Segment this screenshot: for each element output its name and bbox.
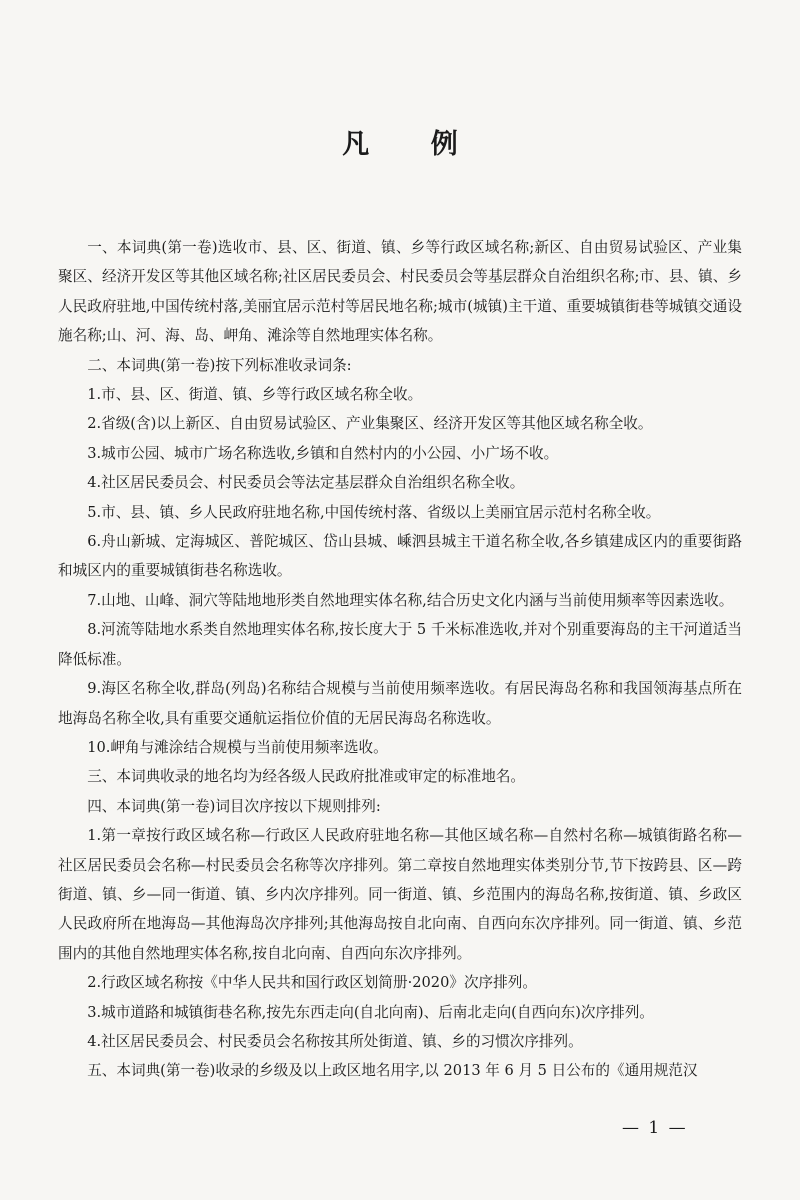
paragraph: 四、本词典(第一卷)词目次序按以下规则排列: (87, 797, 381, 815)
paragraph: 一、本词典(第一卷)选收市、县、区、街道、镇、乡等行政区域名称;新区、自由贸易试验区、产业集聚区、经济开发区等其他区域名称;社区居民委员会、村民委员会等基层群众自治组织名称;市、县、镇、乡人民政府驻地,中国传统村落,美丽宜居示范村等居民地名称;城市(城镇)主干道、重要城镇街巷等城镇交通设施名称;山、河、海、岛、岬角、滩涂等自然地理实体名称。 (58, 239, 742, 345)
paragraph: 二、本词典(第一卷)按下列标准收录词条: (87, 356, 352, 374)
paragraph: 6.舟山新城、定海城区、普陀城区、岱山县城、嵊泗县城主干道名称全收,各乡镇建成区内的重要街路和城区内的重要城镇街巷名称选收。 (58, 533, 742, 580)
paragraph: 10.岬角与滩涂结合规模与当前使用频率选收。 (87, 738, 388, 756)
document-body (58, 233, 742, 1086)
paragraph: 8.河流等陆地水系类自然地理实体名称,按长度大于 5 千米标准选收,并对个别重要海岛的主干河道适当降低标准。 (58, 621, 742, 668)
paragraph: 5.市、县、镇、乡人民政府驻地名称,中国传统村落、省级以上美丽宜居示范村名称全收。 (87, 503, 661, 521)
paragraph: 五、本词典(第一卷)收录的乡级及以上政区地名用字,以 2013 年 6 月 5 日公布的《通用规范汉 (87, 1062, 698, 1080)
paragraph: 2.行政区域名称按《中华人民共和国行政区划简册·2020》次序排列。 (87, 974, 537, 992)
paragraph: 4.社区居民委员会、村民委员会等法定基层群众自治组织名称全收。 (87, 474, 525, 492)
paragraph: 7.山地、山峰、洞穴等陆地地形类自然地理实体名称,结合历史文化内涵与当前使用频率等因素选收。 (87, 591, 734, 609)
paragraph: 1.市、县、区、街道、镇、乡等行政区域名称全收。 (87, 386, 423, 404)
paragraph: 1.第一章按行政区域名称—行政区人民政府驻地名称—其他区域名称—自然村名称—城镇街路名称—社区居民委员会名称—村民委员会名称等次序排列。第二章按自然地理实体类别分节,节下按跨县、区—跨街道、镇、乡—同一街道、镇、乡内次序排列。同一街道、镇、乡范围内的海岛名称,按街道、镇、乡政区人民政府所在地海岛—其他海岛次序排列;其他海岛按自北向南、自西向东次序排列。同一街道、镇、乡范围内的其他自然地理实体名称,按自北向南、自西向东次序排列。 (58, 827, 742, 962)
paragraph: 9.海区名称全收,群岛(列岛)名称结合规模与当前使用频率选收。有居民海岛名称和我国领海基点所在地海岛名称全收,具有重要交通航运指位价值的无居民海岛名称选收。 (58, 680, 742, 727)
paragraph: 3.城市公园、城市广场名称选收,乡镇和自然村内的小公园、小广场不收。 (87, 444, 559, 462)
page-number: — 1 — (622, 1118, 688, 1138)
page-title: 凡 例 (342, 129, 484, 160)
paragraph: 2.省级(含)以上新区、自由贸易试验区、产业集聚区、经济开发区等其他区域名称全收。 (87, 415, 653, 433)
paragraph: 三、本词典收录的地名均为经各级人民政府批准或审定的标准地名。 (87, 768, 526, 786)
paragraph: 4.社区居民委员会、村民委员会名称按其所处街道、镇、乡的习惯次序排列。 (87, 1032, 583, 1050)
paragraph: 3.城市道路和城镇街巷名称,按先东西走向(自北向南)、后南北走向(自西向东)次序排列。 (87, 1003, 654, 1021)
